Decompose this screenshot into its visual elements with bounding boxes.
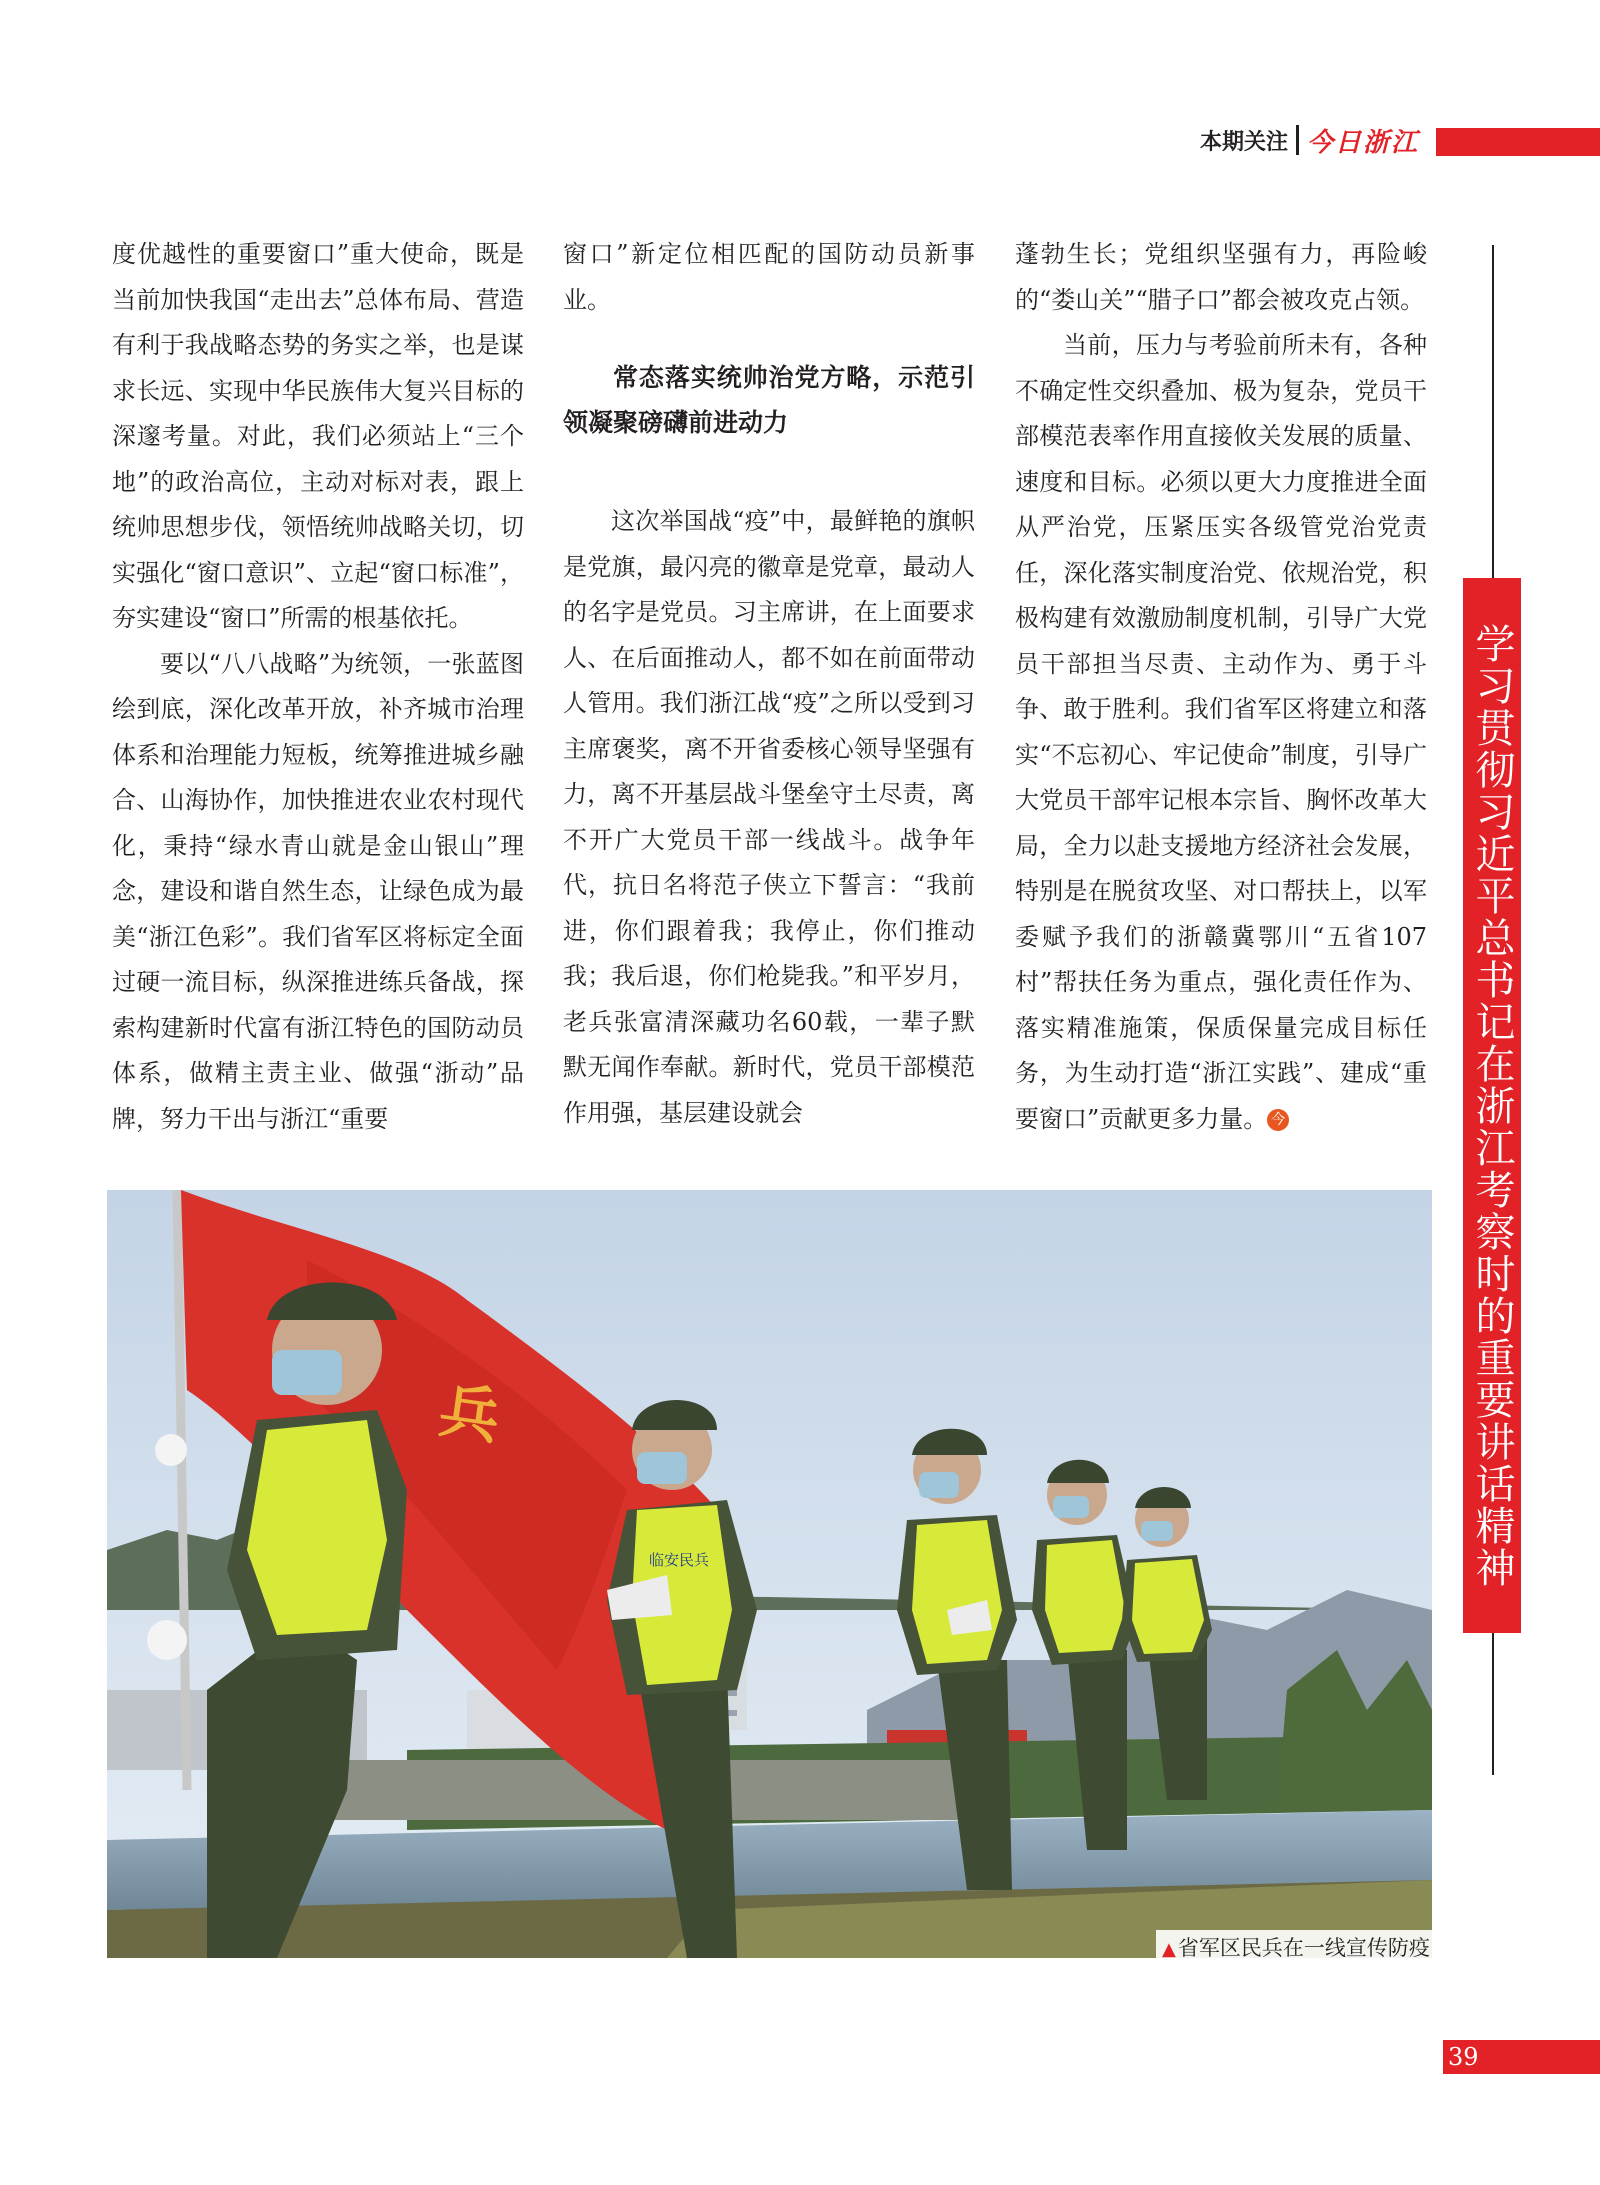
paragraph: 要以“八八战略”为统领，一张蓝图绘到底，深化改革开放，补齐城市治理体系和治理能力短板，统筹推进城乡融合、山海协作，加快推进农业农村现代化，秉持“绿水青山就是金山银山”理念，建设和谐自然生态，让绿色成为最美“浙江色彩”。我们省军区将标定全面过硬一流目标，纵深推进练兵备战，探索构建新时代富有浙江特色的国防动员体系，做精主责主业、做强“浙动”品牌，努力干出与浙江“重要	[112, 649, 524, 1133]
side-title-banner	[1463, 578, 1521, 1633]
header-divider	[1296, 125, 1299, 155]
page-header	[1200, 122, 1419, 158]
flag-lettering: 兵	[434, 1375, 505, 1454]
article-column-3	[1015, 232, 1427, 1142]
end-of-article-icon: 今	[1267, 1109, 1289, 1131]
paragraph-text: 当前，压力与考验前所未有，各种不确定性交织叠加、极为复杂，党员干部模范表率作用直接攸关发展的质量、速度和目标。必须以更大力度推进全面从严治党，压紧压实各级管党治党责任，深化落实制度治党、依规治党，积极构建有效激励制度机制，引导广大党员干部担当尽责、主动作为、勇于斗争、敢于胜利。我们省军区将建立和落实“不忘初心、牢记使命”制度，引导广大党员干部牢记根本宗旨、胸怀改革大局，全力以赴支援地方经济社会发展，特别是在脱贫攻坚、对口帮扶上，以军委赋予我们的浙赣冀鄂川“五省107村”帮扶任务为重点，强化责任作为、落实精准施策，保质保量完成目标任务，为生动打造“浙江实践”、建成“重要窗口”贡献更多力量。	[1015, 331, 1427, 1133]
article-column-2	[563, 232, 975, 1136]
caption-text: 省军区民兵在一线宣传防疫	[1177, 1936, 1430, 1960]
header-red-bar	[1436, 128, 1600, 156]
vest-lettering: 临安民兵	[649, 1551, 710, 1569]
paragraph: 度优越性的重要窗口”重大使命，既是当前加快我国“走出去”总体布局、营造有利于我战略态势的务实之举，也是谋求长远、实现中华民族伟大复兴目标的深邃考量。对此，我们必须站上“三个地”的政治高位，主动对标对表，跟上统帅思想步伐，领悟统帅战略关切，切实强化“窗口意识”、立起“窗口标准”，夯实建设“窗口”所需的根基依托。	[112, 240, 524, 632]
paragraph: 窗口”新定位相匹配的国防动员新事业。	[563, 240, 975, 314]
caption-triangle-icon: ▲	[1162, 1939, 1176, 1960]
photo-caption	[1156, 1930, 1436, 1964]
brand-logo: 今日浙江	[1307, 127, 1420, 158]
section-label: 本期关注	[1200, 129, 1289, 155]
paragraph	[1015, 323, 1427, 1142]
paragraph: 这次举国战“疫”中，最鲜艳的旗帜是党旗，最闪亮的徽章是党章，最动人的名字是党员。习主席讲，在上面要求人、在后面推动人，都不如在前面带动人管用。我们浙江战“疫”之所以受到习主席褒奖，离不开省委核心领导坚强有力，离不开基层战斗堡垒守土尽责，离不开广大党员干部一线战斗。战争年代，抗日名将范子侠立下誓言：“我前进，你们跟着我；我停止，你们推动我；我后退，你们枪毙我。”和平岁月，老兵张富清深藏功名60载，一辈子默默无闻作奉献。新时代，党员干部模范作用强，基层建设就会	[563, 507, 975, 1127]
paragraph: 蓬勃生长；党组织坚强有力，再险峻的“娄山关”“腊子口”都会被攻克占领。	[1015, 240, 1427, 314]
page-number: 39	[1448, 2043, 1479, 2071]
section-subheading: 常态落实统帅治党方略，示范引领凝聚磅礴前进动力	[563, 363, 975, 437]
article-photo	[107, 1190, 1432, 1958]
article-column-1	[112, 232, 524, 1142]
side-title: 学习贯彻习近平总书记在浙江考察时的重要讲话精神	[1469, 622, 1515, 1589]
